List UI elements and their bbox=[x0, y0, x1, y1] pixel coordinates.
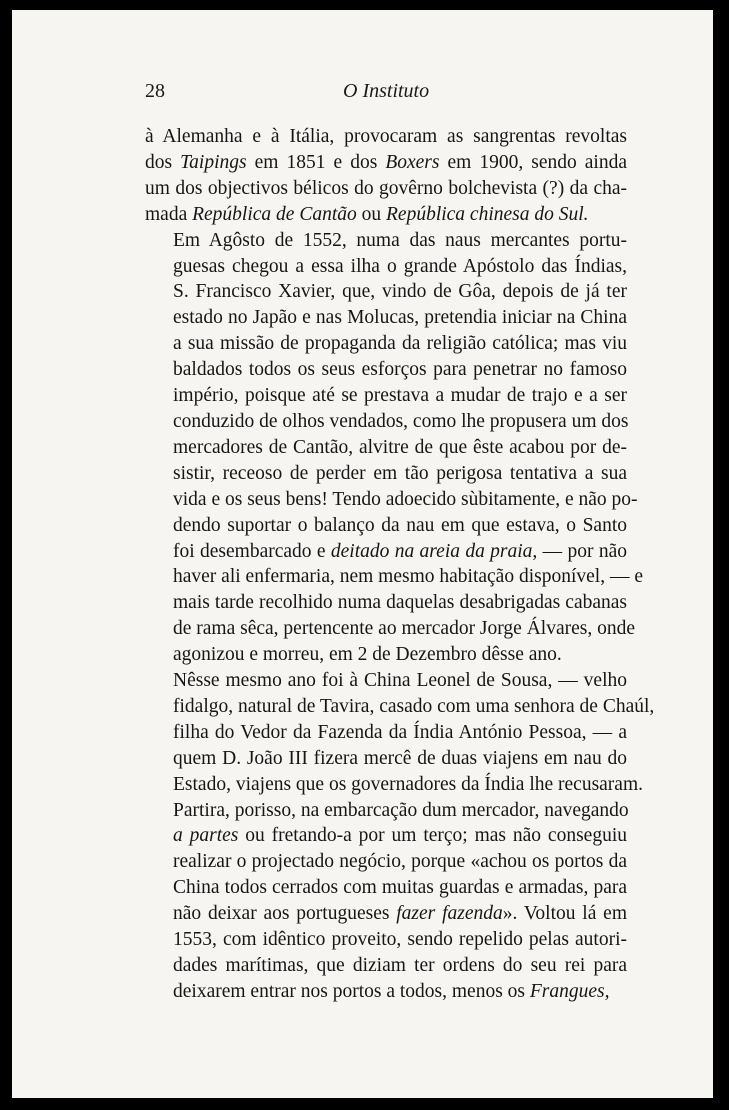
text-line bbox=[145, 694, 655, 720]
body-text bbox=[145, 124, 655, 1005]
text-segment: foi desembarcado e bbox=[173, 540, 331, 562]
text-line bbox=[145, 901, 627, 927]
text-segment: mais tarde recolhido numa daquelas desabrigadas cabanas bbox=[173, 592, 627, 614]
text-line bbox=[145, 642, 627, 668]
text-segment: deixarem entrar nos portos a todos, menos os bbox=[173, 980, 530, 1002]
page-header bbox=[145, 80, 625, 108]
text-line bbox=[145, 202, 627, 228]
paragraph bbox=[145, 228, 643, 668]
text-segment: quem D. João III fizera mercê de duas viajens em nau do bbox=[173, 747, 627, 769]
text-segment: sistir, receoso de perder em tão perigosa tentativa a sua bbox=[173, 462, 627, 484]
text-segment: vida e os seus bens! Tendo adoecido sùbitamente, e não po- bbox=[173, 488, 638, 510]
text-line bbox=[145, 720, 627, 746]
text-segment: mada bbox=[145, 203, 193, 225]
text-segment: China todos cerrados com muitas guardas e armadas, para bbox=[173, 877, 627, 899]
text-line bbox=[145, 513, 627, 539]
text-segment: a sua missão de propaganda da religião católica; mas viu bbox=[173, 333, 627, 355]
text-segment: ou bbox=[356, 203, 386, 225]
text-line bbox=[145, 590, 627, 616]
book-page bbox=[12, 10, 713, 1098]
text-segment: império, poisque até se prestava a mudar de trajo e a ser bbox=[173, 385, 627, 407]
text-segment: ou fretando-a por um terço; mas não conseguiu bbox=[238, 825, 627, 847]
text-segment: em 1851 e dos bbox=[246, 151, 386, 173]
page-number: 28 bbox=[145, 80, 165, 102]
text-line bbox=[145, 357, 627, 383]
text-segment: dades marítimas, que diziam ter ordens do seu rei para bbox=[173, 955, 627, 976]
italic-text: Frangues, bbox=[529, 980, 610, 1002]
text-line bbox=[145, 823, 627, 849]
text-segment: 1553, com idêntico proveito, sendo repelido pelas autori- bbox=[173, 929, 627, 951]
italic-text: República de Cantão bbox=[192, 203, 357, 225]
italic-text: Taipings bbox=[180, 151, 247, 173]
text-line bbox=[145, 487, 638, 513]
text-line bbox=[145, 772, 643, 798]
text-segment: baldados todos os seus esforços para penetrar no famoso bbox=[173, 359, 627, 381]
text-segment: Partira, porisso, na embarcação dum mercador, navegando bbox=[173, 799, 629, 821]
italic-text: a partes bbox=[173, 825, 239, 847]
text-segment: Nêsse mesmo ano foi à China Leonel de Sousa, — velho bbox=[173, 670, 627, 692]
text-segment: estado no Japão e nas Molucas, pretendia iniciar na China bbox=[173, 307, 627, 329]
text-segment: filha do Vedor da Fazenda da Índia António Pessoa, — a bbox=[173, 721, 627, 743]
text-line bbox=[145, 798, 627, 824]
text-segment: realizar o projectado negócio, porque «achou os portos da bbox=[173, 851, 627, 873]
text-line bbox=[145, 124, 627, 150]
text-line bbox=[145, 331, 627, 357]
text-line bbox=[145, 150, 627, 176]
text-line bbox=[145, 927, 627, 953]
text-line bbox=[145, 953, 627, 979]
text-segment: guesas chegou a essa ilha o grande Apóstolo das Índias, bbox=[173, 255, 627, 277]
text-segment: conduzido de olhos vendados, como lhe propusera um dos bbox=[173, 410, 629, 432]
text-line bbox=[145, 176, 627, 202]
text-segment: um dos objectivos bélicos do govêrno bolchevista (?) da cha- bbox=[145, 177, 627, 199]
text-line bbox=[145, 383, 627, 409]
text-line bbox=[145, 875, 627, 901]
text-segment: dendo suportar o balanço da nau em que estava, o Santo bbox=[173, 514, 627, 536]
italic-text: Boxers bbox=[385, 151, 440, 173]
running-title: O Instituto bbox=[343, 80, 430, 102]
paragraph bbox=[145, 668, 655, 1005]
text-line bbox=[145, 849, 627, 875]
text-line bbox=[145, 539, 627, 565]
italic-text: fazer fazenda bbox=[396, 903, 503, 925]
text-segment: S. Francisco Xavier, que, vindo de Gôa, depois de já ter bbox=[173, 281, 627, 303]
text-segment: não deixar aos portugueses bbox=[173, 903, 397, 925]
text-line bbox=[145, 746, 627, 772]
text-line bbox=[145, 564, 643, 590]
text-segment: agonizou e morreu, em 2 de Dezembro dêsse ano. bbox=[173, 644, 562, 666]
text-line bbox=[145, 409, 627, 435]
text-line bbox=[145, 254, 627, 280]
text-line bbox=[145, 305, 627, 331]
text-segment: Estado, viajens que os governadores da Índia lhe recusaram. bbox=[173, 773, 643, 795]
text-segment: Em Agôsto de 1552, numa das naus mercantes portu- bbox=[173, 229, 627, 251]
text-segment: haver ali enfermaria, nem mesmo habitação disponível, — e bbox=[173, 566, 643, 588]
text-segment: ». Voltou lá em bbox=[502, 903, 627, 925]
text-segment: de rama sêca, pertencente ao mercador Jorge Álvares, onde bbox=[173, 618, 635, 640]
paragraph bbox=[145, 124, 627, 228]
text-line bbox=[145, 228, 627, 254]
italic-text: deitado na areia da praia, bbox=[330, 540, 538, 562]
text-line bbox=[145, 461, 627, 487]
text-segment: dos bbox=[145, 151, 181, 173]
text-line bbox=[145, 616, 635, 642]
italic-text: República chinesa do Sul. bbox=[386, 203, 589, 225]
text-segment: à Alemanha e à Itália, provocaram as sangrentas revoltas bbox=[145, 126, 627, 147]
text-line bbox=[145, 279, 627, 305]
text-line bbox=[145, 435, 627, 461]
text-segment: em 1900, sendo ainda bbox=[439, 151, 627, 173]
text-line bbox=[145, 668, 627, 694]
text-segment: mercadores de Cantão, alvitre de que êste acabou por de- bbox=[173, 436, 627, 458]
text-line bbox=[145, 979, 627, 1005]
text-segment: — por não bbox=[537, 540, 627, 562]
text-segment: fidalgo, natural de Tavira, casado com uma senhora de Chaúl, bbox=[173, 695, 655, 717]
